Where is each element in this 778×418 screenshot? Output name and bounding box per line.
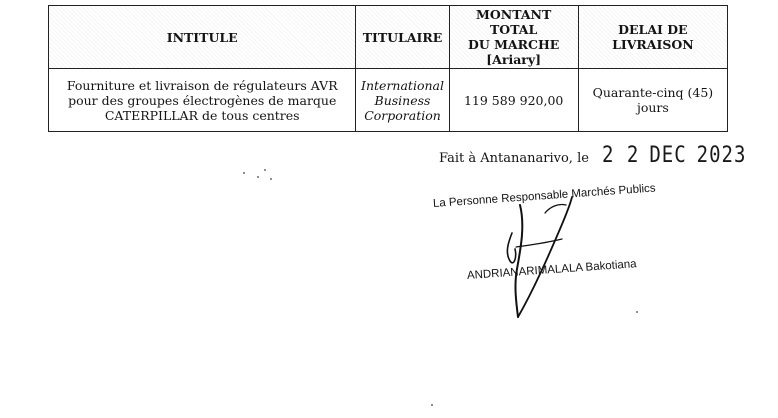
header-titulaire-label: TITULAIRE (362, 29, 443, 45)
cell-delai-line: jours (636, 100, 669, 115)
header-montant (449, 6, 578, 69)
header-titulaire (356, 6, 449, 69)
cell-delai (578, 69, 727, 132)
cell-montant-value: 119 589 920,00 (463, 92, 564, 108)
header-montant-line: [Ariary] (486, 52, 542, 67)
cell-intitule (49, 69, 356, 132)
table-row (49, 69, 728, 132)
signatory-name: ANDRIANARIMALALA Bakotiana (466, 258, 638, 282)
place-date-text: Fait à Antananarivo, le (439, 151, 589, 166)
scan-speck (257, 176, 259, 178)
scan-speck (243, 172, 245, 174)
date-stamp-year: 2023 (696, 142, 747, 168)
date-stamp-month: DEC (649, 142, 687, 168)
header-delai-line: DELAI DE (618, 22, 688, 37)
cell-titulaire-line: Corporation (364, 107, 441, 123)
cell-titulaire-line: International (361, 77, 444, 93)
table-header-row (49, 6, 728, 69)
cell-intitule-line: Fourniture et livraison de régulateurs AVR (66, 77, 338, 93)
header-montant-line: TOTAL (490, 22, 538, 37)
header-montant-line: MONTANT (476, 7, 552, 22)
contract-award-table (48, 5, 728, 132)
date-stamp (602, 142, 746, 167)
signatory-title: La Personne Responsable Marchés Publics (432, 182, 656, 210)
cell-titulaire-line: Business (374, 92, 431, 108)
header-intitule (49, 6, 356, 69)
header-montant-line: DU MARCHE (468, 37, 560, 52)
header-delai-line: LIVRAISON (612, 37, 694, 52)
handwritten-signature (490, 185, 600, 325)
cell-intitule-line: CATERPILLAR de tous centres (104, 107, 300, 123)
scan-speck (270, 178, 272, 180)
cell-delai-line: Quarante-cinq (45) (592, 85, 714, 100)
cell-intitule-line: pour des groupes électrogènes de marque (68, 92, 337, 108)
scan-speck (636, 311, 638, 313)
date-stamp-day: 2 2 (602, 142, 640, 168)
scan-speck (264, 169, 266, 171)
header-intitule-label: INTITULE (166, 29, 238, 45)
cell-montant (449, 69, 578, 132)
cell-titulaire (356, 69, 449, 132)
header-delai (578, 6, 727, 69)
scan-speck (431, 404, 433, 406)
